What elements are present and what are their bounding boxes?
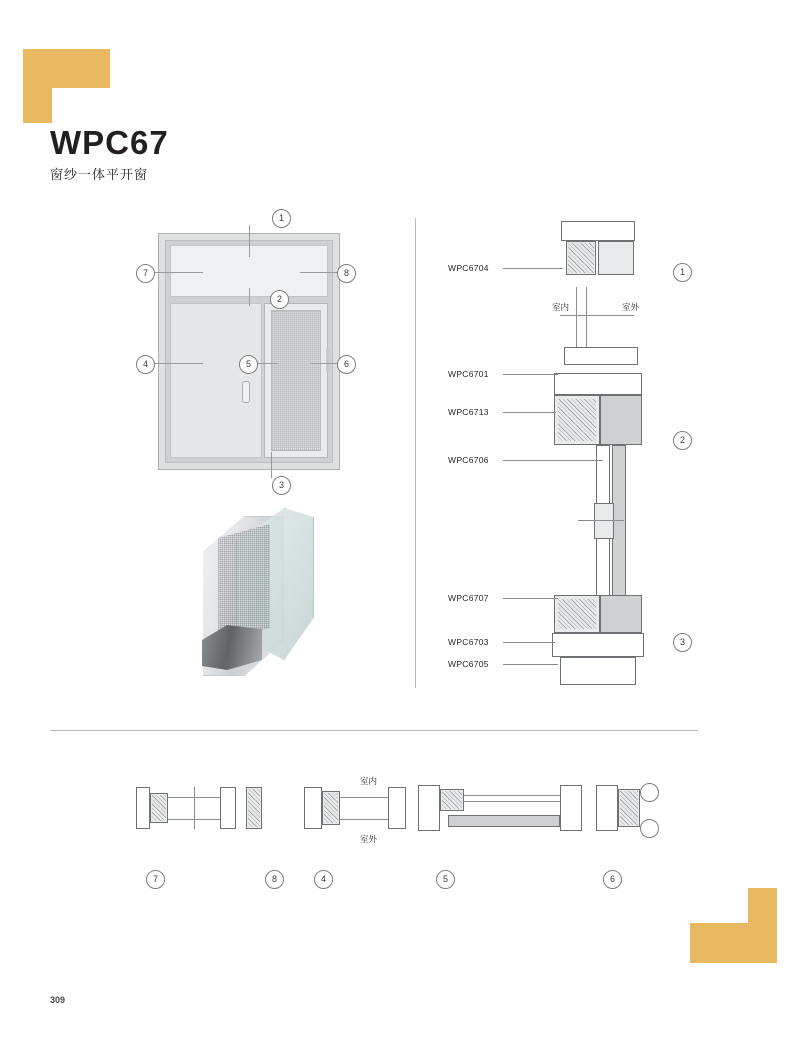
part-label-wpc6703: WPC6703 (448, 637, 489, 647)
section-mid-rail (594, 503, 614, 539)
callout-1: 1 (272, 209, 291, 228)
callout-3: 3 (272, 476, 291, 495)
leader-line-3 (271, 452, 272, 478)
detail-callout-7: 7 (146, 870, 165, 889)
page-title: WPC67 (50, 124, 169, 161)
leader-line-6 (310, 363, 340, 364)
indoor-label-section: 室内 (552, 302, 570, 312)
part-leader-wpc6707 (503, 598, 558, 599)
detail6-circle-bottom (640, 819, 659, 838)
page-number: 309 (50, 995, 66, 1005)
section-head-outer (561, 221, 635, 241)
section-mid-tick (578, 520, 624, 521)
vertical-section-drawing (448, 215, 698, 690)
leader-line-2 (249, 288, 250, 306)
callout-2: 2 (270, 290, 289, 309)
part-label-wpc6707: WPC6707 (448, 593, 489, 603)
callout-8: 8 (337, 264, 356, 283)
part-label-wpc6706: WPC6706 (448, 455, 489, 465)
outdoor-label-section: 室外 (622, 302, 640, 312)
leader-line-1 (249, 225, 250, 257)
window-elevation-illustration (158, 233, 340, 470)
window-hinge-icon (326, 349, 329, 371)
detail-callout-4: 4 (314, 870, 333, 889)
detail6-frame-left (596, 785, 618, 831)
outdoor-label-bottom: 室外 (360, 834, 378, 844)
detail4-frame-left (304, 787, 322, 829)
detail5-glass-b (464, 801, 560, 802)
detail7-frame-right (220, 787, 236, 829)
section-frame-upper (554, 373, 642, 395)
vertical-divider (415, 218, 416, 688)
section-sash-hatch (558, 399, 596, 441)
callout-4: 4 (136, 355, 155, 374)
detail5-glass-a (464, 795, 560, 796)
leader-line-4 (153, 363, 203, 364)
window-insect-screen (271, 310, 321, 451)
detail4-frame-right (388, 787, 406, 829)
indoor-label-bottom: 室内 (360, 776, 378, 786)
part-leader-wpc6703 (503, 642, 555, 643)
detail6-circle-top (640, 783, 659, 802)
part-label-wpc6704: WPC6704 (448, 263, 489, 273)
page-subtitle: 窗纱一体平开窗 (50, 167, 149, 182)
part-label-wpc6705: WPC6705 (448, 659, 489, 669)
detail-callout-8: 8 (265, 870, 284, 889)
callout-5: 5 (239, 355, 258, 374)
part-label-wpc6701: WPC6701 (448, 369, 489, 379)
section-glass-line-b (586, 287, 587, 347)
section-glass-channel (612, 445, 626, 615)
detail6-hatch (620, 791, 638, 825)
profile-photo-isometric (196, 502, 323, 674)
section-callout-3: 3 (673, 633, 692, 652)
section-sill-base (560, 657, 636, 685)
detail4-glass-b (340, 819, 388, 820)
detail5-frame-right (560, 785, 582, 831)
part-leader-wpc6706 (503, 460, 603, 461)
detail7-center-tick (194, 787, 195, 829)
detail5-hatch (442, 791, 462, 809)
section-callout-1: 1 (673, 263, 692, 282)
detail-callout-6: 6 (603, 870, 622, 889)
detail5-frame-left (418, 785, 440, 831)
callout-6: 6 (337, 355, 356, 374)
part-leader-wpc6705 (503, 664, 558, 665)
section-sill-sash-right (600, 595, 642, 633)
section-sill-hatch (558, 599, 596, 629)
window-handle-icon (242, 381, 250, 403)
detail7-frame-left (136, 787, 150, 829)
section-sill-frame (552, 633, 644, 657)
part-leader-wpc6713 (503, 412, 556, 413)
bottom-detail-row (50, 775, 698, 905)
part-leader-wpc6701 (503, 374, 558, 375)
section-head-inner-right (598, 241, 634, 275)
leader-line-7 (155, 272, 203, 273)
window-casement-sash (264, 303, 328, 458)
detail4-glass-a (340, 797, 388, 798)
photo-screen-mesh (218, 524, 270, 642)
detail-callout-5: 5 (436, 870, 455, 889)
part-leader-wpc6704 (503, 268, 563, 269)
section-glass-line-a (576, 287, 577, 347)
detail5-screen-bar (448, 815, 560, 827)
detail8-hatch (248, 789, 260, 827)
part-label-wpc6713: WPC6713 (448, 407, 489, 417)
section-sash-right (600, 395, 642, 445)
section-callout-2: 2 (673, 431, 692, 450)
callout-7: 7 (136, 264, 155, 283)
detail7-hatch (152, 795, 166, 821)
detail4-hatch (324, 793, 338, 823)
section-head-hatch (568, 243, 594, 273)
leader-line-8 (300, 272, 338, 273)
section-glass-tick (560, 315, 634, 316)
section-mid-transom (564, 347, 638, 365)
horizontal-divider (50, 730, 698, 731)
